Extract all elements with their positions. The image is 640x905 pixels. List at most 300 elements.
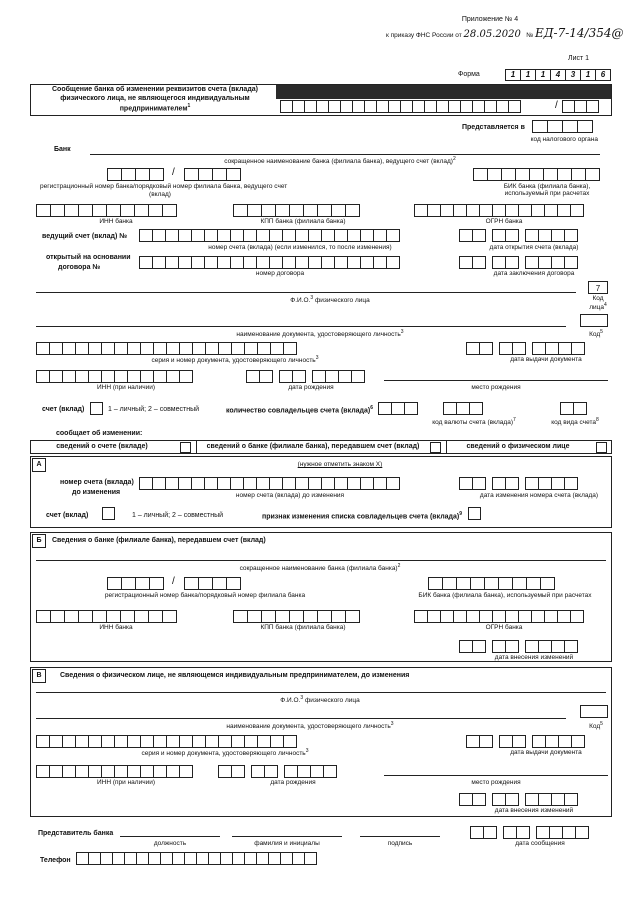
input-cell[interactable]	[551, 229, 565, 242]
input-cell[interactable]	[75, 765, 89, 778]
input-cell[interactable]	[282, 256, 296, 269]
input-cell[interactable]	[347, 477, 361, 490]
acct-kind-input[interactable]	[560, 402, 586, 415]
input-cell[interactable]	[295, 229, 309, 242]
input-cell[interactable]	[64, 204, 79, 217]
input-cell[interactable]	[310, 765, 324, 778]
input-cell[interactable]	[532, 120, 548, 133]
input-cell[interactable]	[153, 765, 167, 778]
input-cell[interactable]	[179, 370, 193, 383]
input-cell[interactable]	[321, 229, 335, 242]
section-v-issue-date-input[interactable]	[466, 735, 584, 748]
section-v-inn-input[interactable]	[36, 765, 192, 778]
doc-code-box[interactable]	[580, 314, 608, 327]
input-cell[interactable]	[479, 610, 493, 623]
input-cell[interactable]	[247, 610, 262, 623]
input-cell[interactable]	[360, 256, 374, 269]
input-cell[interactable]	[166, 342, 180, 355]
input-cell[interactable]	[152, 477, 166, 490]
input-cell[interactable]	[226, 577, 241, 590]
input-cell[interactable]	[148, 610, 163, 623]
input-cell[interactable]	[499, 735, 513, 748]
input-cell[interactable]	[512, 342, 526, 355]
input-cell[interactable]	[127, 370, 141, 383]
input-cell[interactable]	[551, 477, 565, 490]
input-cell[interactable]	[562, 120, 578, 133]
input-cell[interactable]	[88, 342, 102, 355]
input-cell[interactable]	[321, 256, 335, 269]
input-cell[interactable]	[243, 256, 257, 269]
input-cell[interactable]	[114, 735, 128, 748]
input-cell[interactable]	[140, 765, 154, 778]
input-cell[interactable]	[487, 168, 502, 181]
input-cell[interactable]	[75, 735, 89, 748]
input-cell[interactable]	[226, 168, 241, 181]
input-cell[interactable]	[347, 256, 361, 269]
input-cell[interactable]	[257, 735, 271, 748]
input-cell[interactable]	[184, 168, 199, 181]
input-cell[interactable]	[570, 610, 584, 623]
input-cell[interactable]	[36, 370, 50, 383]
input-cell[interactable]	[106, 204, 121, 217]
input-cell[interactable]	[256, 477, 270, 490]
input-cell[interactable]	[101, 735, 115, 748]
input-cell[interactable]	[204, 477, 218, 490]
input-cell[interactable]	[101, 370, 115, 383]
input-cell[interactable]	[538, 256, 552, 269]
input-cell[interactable]	[414, 610, 428, 623]
input-cell[interactable]	[36, 765, 50, 778]
input-cell[interactable]	[178, 256, 192, 269]
input-cell[interactable]	[551, 793, 565, 806]
input-cell[interactable]	[540, 577, 555, 590]
input-cell[interactable]	[165, 256, 179, 269]
input-cell[interactable]	[456, 402, 470, 415]
input-cell[interactable]	[256, 229, 270, 242]
input-cell[interactable]	[92, 204, 107, 217]
section-v-birth-date-input[interactable]	[218, 765, 336, 778]
input-cell[interactable]	[217, 256, 231, 269]
input-cell[interactable]	[256, 256, 270, 269]
input-cell[interactable]	[564, 229, 578, 242]
input-cell[interactable]	[283, 735, 297, 748]
input-cell[interactable]	[162, 610, 177, 623]
input-cell[interactable]	[440, 610, 454, 623]
input-cell[interactable]	[230, 477, 244, 490]
input-cell[interactable]	[492, 229, 506, 242]
input-cell[interactable]	[231, 342, 245, 355]
section-b-branch-input[interactable]	[184, 577, 240, 590]
input-cell[interactable]	[36, 735, 50, 748]
input-cell[interactable]	[192, 735, 206, 748]
section-b-ogrn-input[interactable]	[414, 610, 583, 623]
input-cell[interactable]	[284, 765, 298, 778]
input-cell[interactable]	[459, 793, 473, 806]
input-cell[interactable]	[472, 793, 486, 806]
input-cell[interactable]	[334, 256, 348, 269]
input-cell[interactable]	[101, 342, 115, 355]
number-change-date-input[interactable]	[459, 477, 577, 490]
input-cell[interactable]	[345, 204, 360, 217]
input-cell[interactable]	[547, 120, 563, 133]
input-cell[interactable]	[279, 370, 293, 383]
input-cell[interactable]	[162, 204, 177, 217]
section-b-reg-input[interactable]	[107, 577, 163, 590]
input-cell[interactable]	[178, 477, 192, 490]
input-cell[interactable]	[557, 204, 571, 217]
input-cell[interactable]	[179, 735, 193, 748]
change-opt-account-box[interactable]	[180, 442, 191, 453]
input-cell[interactable]	[484, 577, 499, 590]
input-cell[interactable]	[525, 640, 539, 653]
input-cell[interactable]	[243, 477, 257, 490]
input-cell[interactable]	[134, 204, 149, 217]
input-cell[interactable]	[92, 610, 107, 623]
input-cell[interactable]	[251, 765, 265, 778]
input-cell[interactable]	[386, 256, 400, 269]
input-cell[interactable]	[166, 765, 180, 778]
input-cell[interactable]	[562, 826, 576, 839]
input-cell[interactable]	[246, 370, 260, 383]
input-cell[interactable]	[140, 370, 154, 383]
input-cell[interactable]	[62, 342, 76, 355]
input-cell[interactable]	[198, 577, 213, 590]
input-cell[interactable]	[269, 477, 283, 490]
input-cell[interactable]	[261, 204, 276, 217]
input-cell[interactable]	[179, 342, 193, 355]
input-cell[interactable]	[440, 204, 454, 217]
change-opt-person-box[interactable]	[596, 442, 607, 453]
input-cell[interactable]	[120, 610, 135, 623]
input-cell[interactable]	[244, 342, 258, 355]
contract-date-input[interactable]	[459, 256, 577, 269]
input-cell[interactable]	[204, 229, 218, 242]
input-cell[interactable]	[198, 168, 213, 181]
input-cell[interactable]	[149, 168, 164, 181]
input-cell[interactable]	[64, 610, 79, 623]
input-cell[interactable]	[479, 735, 493, 748]
input-cell[interactable]	[501, 168, 516, 181]
input-cell[interactable]	[577, 120, 593, 133]
input-cell[interactable]	[526, 577, 541, 590]
account-number-input[interactable]	[139, 229, 399, 242]
input-cell[interactable]	[532, 342, 546, 355]
input-cell[interactable]	[107, 168, 122, 181]
input-cell[interactable]	[36, 610, 51, 623]
input-cell[interactable]	[473, 168, 488, 181]
input-cell[interactable]	[470, 577, 485, 590]
input-cell[interactable]	[325, 370, 339, 383]
section-b-kpp-input[interactable]	[233, 610, 359, 623]
input-cell[interactable]	[386, 229, 400, 242]
phone-input[interactable]	[76, 852, 316, 865]
input-cell[interactable]	[549, 826, 563, 839]
input-cell[interactable]	[378, 402, 392, 415]
input-cell[interactable]	[560, 402, 574, 415]
input-cell[interactable]	[233, 610, 248, 623]
input-cell[interactable]	[75, 370, 89, 383]
input-cell[interactable]	[218, 735, 232, 748]
input-cell[interactable]	[373, 229, 387, 242]
input-cell[interactable]	[292, 370, 306, 383]
input-cell[interactable]	[386, 477, 400, 490]
input-cell[interactable]	[347, 229, 361, 242]
input-cell[interactable]	[492, 793, 506, 806]
input-cell[interactable]	[166, 370, 180, 383]
input-cell[interactable]	[570, 204, 584, 217]
input-cell[interactable]	[529, 168, 544, 181]
input-cell[interactable]	[297, 765, 311, 778]
doc-issue-date-input[interactable]	[466, 342, 584, 355]
input-cell[interactable]	[505, 610, 519, 623]
bank-inn-input[interactable]	[36, 204, 176, 217]
input-cell[interactable]	[391, 402, 405, 415]
input-cell[interactable]	[532, 735, 546, 748]
input-cell[interactable]	[512, 735, 526, 748]
input-cell[interactable]	[317, 204, 332, 217]
input-cell[interactable]	[270, 342, 284, 355]
input-cell[interactable]	[538, 793, 552, 806]
input-cell[interactable]	[557, 168, 572, 181]
input-cell[interactable]	[331, 204, 346, 217]
input-cell[interactable]	[247, 204, 262, 217]
input-cell[interactable]	[525, 477, 539, 490]
input-cell[interactable]	[564, 477, 578, 490]
input-cell[interactable]	[472, 477, 486, 490]
input-cell[interactable]	[191, 256, 205, 269]
input-cell[interactable]	[558, 342, 572, 355]
input-cell[interactable]	[453, 610, 467, 623]
input-cell[interactable]	[135, 168, 150, 181]
input-cell[interactable]	[178, 229, 192, 242]
input-cell[interactable]	[466, 610, 480, 623]
input-cell[interactable]	[479, 342, 493, 355]
input-cell[interactable]	[414, 204, 428, 217]
input-cell[interactable]	[152, 256, 166, 269]
input-cell[interactable]	[49, 735, 63, 748]
input-cell[interactable]	[165, 477, 179, 490]
input-cell[interactable]	[360, 477, 374, 490]
input-cell[interactable]	[127, 765, 141, 778]
input-cell[interactable]	[459, 256, 473, 269]
input-cell[interactable]	[303, 204, 318, 217]
input-cell[interactable]	[483, 826, 497, 839]
input-cell[interactable]	[165, 229, 179, 242]
input-cell[interactable]	[551, 256, 565, 269]
input-cell[interactable]	[49, 342, 63, 355]
input-cell[interactable]	[505, 204, 519, 217]
input-cell[interactable]	[270, 735, 284, 748]
section-v-code-box[interactable]	[580, 705, 608, 718]
input-cell[interactable]	[557, 610, 571, 623]
input-cell[interactable]	[373, 256, 387, 269]
input-cell[interactable]	[531, 610, 545, 623]
input-cell[interactable]	[78, 204, 93, 217]
input-cell[interactable]	[585, 168, 600, 181]
msg-date-input[interactable]	[470, 826, 588, 839]
input-cell[interactable]	[586, 100, 599, 113]
input-cell[interactable]	[531, 204, 545, 217]
input-cell[interactable]	[575, 826, 589, 839]
input-cell[interactable]	[459, 229, 473, 242]
input-cell[interactable]	[459, 477, 473, 490]
input-cell[interactable]	[121, 168, 136, 181]
input-cell[interactable]	[443, 402, 457, 415]
input-cell[interactable]	[525, 256, 539, 269]
owners-input[interactable]	[378, 402, 417, 415]
input-cell[interactable]	[538, 640, 552, 653]
input-cell[interactable]	[544, 610, 558, 623]
input-cell[interactable]	[230, 256, 244, 269]
input-cell[interactable]	[230, 229, 244, 242]
input-cell[interactable]	[573, 402, 587, 415]
input-cell[interactable]	[49, 370, 63, 383]
input-cell[interactable]	[134, 610, 149, 623]
input-cell[interactable]	[466, 204, 480, 217]
bank-ogrn-input[interactable]	[414, 204, 583, 217]
input-cell[interactable]	[479, 204, 493, 217]
input-cell[interactable]	[505, 256, 519, 269]
birth-date-input[interactable]	[246, 370, 364, 383]
input-cell[interactable]	[283, 342, 297, 355]
input-cell[interactable]	[404, 402, 418, 415]
input-cell[interactable]	[373, 477, 387, 490]
input-cell[interactable]	[62, 765, 76, 778]
input-cell[interactable]	[308, 229, 322, 242]
input-cell[interactable]	[525, 229, 539, 242]
input-cell[interactable]	[466, 342, 480, 355]
input-cell[interactable]	[334, 477, 348, 490]
input-cell[interactable]	[153, 370, 167, 383]
input-cell[interactable]	[50, 610, 65, 623]
input-cell[interactable]	[442, 577, 457, 590]
input-cell[interactable]	[243, 229, 257, 242]
old-account-number-input[interactable]	[139, 477, 399, 490]
input-cell[interactable]	[120, 204, 135, 217]
bank-reg-input[interactable]	[107, 168, 163, 181]
input-cell[interactable]	[121, 577, 136, 590]
input-cell[interactable]	[88, 735, 102, 748]
section-b-date-input[interactable]	[459, 640, 577, 653]
input-cell[interactable]	[101, 765, 115, 778]
input-cell[interactable]	[212, 168, 227, 181]
input-cell[interactable]	[78, 610, 93, 623]
input-cell[interactable]	[217, 229, 231, 242]
input-cell[interactable]	[492, 640, 506, 653]
input-cell[interactable]	[360, 229, 374, 242]
person-code-box[interactable]: 7	[588, 281, 608, 294]
input-cell[interactable]	[295, 477, 309, 490]
input-cell[interactable]	[558, 735, 572, 748]
input-cell[interactable]	[505, 229, 519, 242]
input-cell[interactable]	[49, 765, 63, 778]
input-cell[interactable]	[564, 793, 578, 806]
input-cell[interactable]	[191, 229, 205, 242]
input-cell[interactable]	[551, 640, 565, 653]
input-cell[interactable]	[303, 610, 318, 623]
input-cell[interactable]	[205, 735, 219, 748]
input-cell[interactable]	[259, 370, 273, 383]
input-cell[interactable]	[498, 577, 513, 590]
input-cell[interactable]	[512, 577, 527, 590]
input-cell[interactable]	[295, 256, 309, 269]
person-inn-input[interactable]	[36, 370, 192, 383]
input-cell[interactable]	[289, 204, 304, 217]
input-cell[interactable]	[50, 204, 65, 217]
input-cell[interactable]	[231, 735, 245, 748]
input-cell[interactable]	[351, 370, 365, 383]
input-cell[interactable]	[275, 610, 290, 623]
input-cell[interactable]	[538, 477, 552, 490]
input-cell[interactable]	[331, 610, 346, 623]
input-cell[interactable]	[166, 735, 180, 748]
input-cell[interactable]	[139, 256, 153, 269]
input-cell[interactable]	[231, 765, 245, 778]
input-cell[interactable]	[492, 204, 506, 217]
input-cell[interactable]	[233, 204, 248, 217]
acct-type-box[interactable]	[90, 402, 103, 415]
input-cell[interactable]	[508, 100, 521, 113]
input-cell[interactable]	[427, 610, 441, 623]
input-cell[interactable]	[312, 370, 326, 383]
input-cell[interactable]	[153, 735, 167, 748]
input-cell[interactable]	[212, 577, 227, 590]
input-cell[interactable]	[571, 342, 585, 355]
input-cell[interactable]	[107, 577, 122, 590]
input-cell[interactable]	[257, 342, 271, 355]
input-cell[interactable]	[472, 229, 486, 242]
input-cell[interactable]	[516, 826, 530, 839]
input-cell[interactable]	[505, 640, 519, 653]
input-cell[interactable]	[282, 229, 296, 242]
input-cell[interactable]	[152, 229, 166, 242]
input-cell[interactable]	[179, 765, 193, 778]
input-cell[interactable]	[466, 735, 480, 748]
input-cell[interactable]	[184, 577, 199, 590]
input-cell[interactable]	[317, 610, 332, 623]
input-cell[interactable]	[218, 342, 232, 355]
section-v-series-input[interactable]	[36, 735, 296, 748]
title-cells-b[interactable]	[562, 100, 598, 113]
input-cell[interactable]	[62, 370, 76, 383]
input-cell[interactable]	[140, 735, 154, 748]
input-cell[interactable]	[538, 229, 552, 242]
input-cell[interactable]	[564, 640, 578, 653]
owners-change-box[interactable]	[468, 507, 481, 520]
input-cell[interactable]	[261, 610, 276, 623]
input-cell[interactable]	[191, 477, 205, 490]
contract-number-input[interactable]	[139, 256, 399, 269]
input-cell[interactable]	[204, 256, 218, 269]
input-cell[interactable]	[564, 256, 578, 269]
input-cell[interactable]	[62, 735, 76, 748]
input-cell[interactable]	[114, 370, 128, 383]
input-cell[interactable]	[127, 735, 141, 748]
input-cell[interactable]	[289, 610, 304, 623]
doc-series-input[interactable]	[36, 342, 296, 355]
input-cell[interactable]	[492, 477, 506, 490]
bank-kpp-input[interactable]	[233, 204, 359, 217]
input-cell[interactable]	[217, 477, 231, 490]
input-cell[interactable]	[269, 256, 283, 269]
currency-input[interactable]	[443, 402, 482, 415]
section-b-bik-input[interactable]	[428, 577, 554, 590]
input-cell[interactable]	[470, 826, 484, 839]
input-cell[interactable]	[499, 342, 513, 355]
section-a-type-box[interactable]	[102, 507, 115, 520]
input-cell[interactable]	[515, 168, 530, 181]
input-cell[interactable]	[308, 477, 322, 490]
